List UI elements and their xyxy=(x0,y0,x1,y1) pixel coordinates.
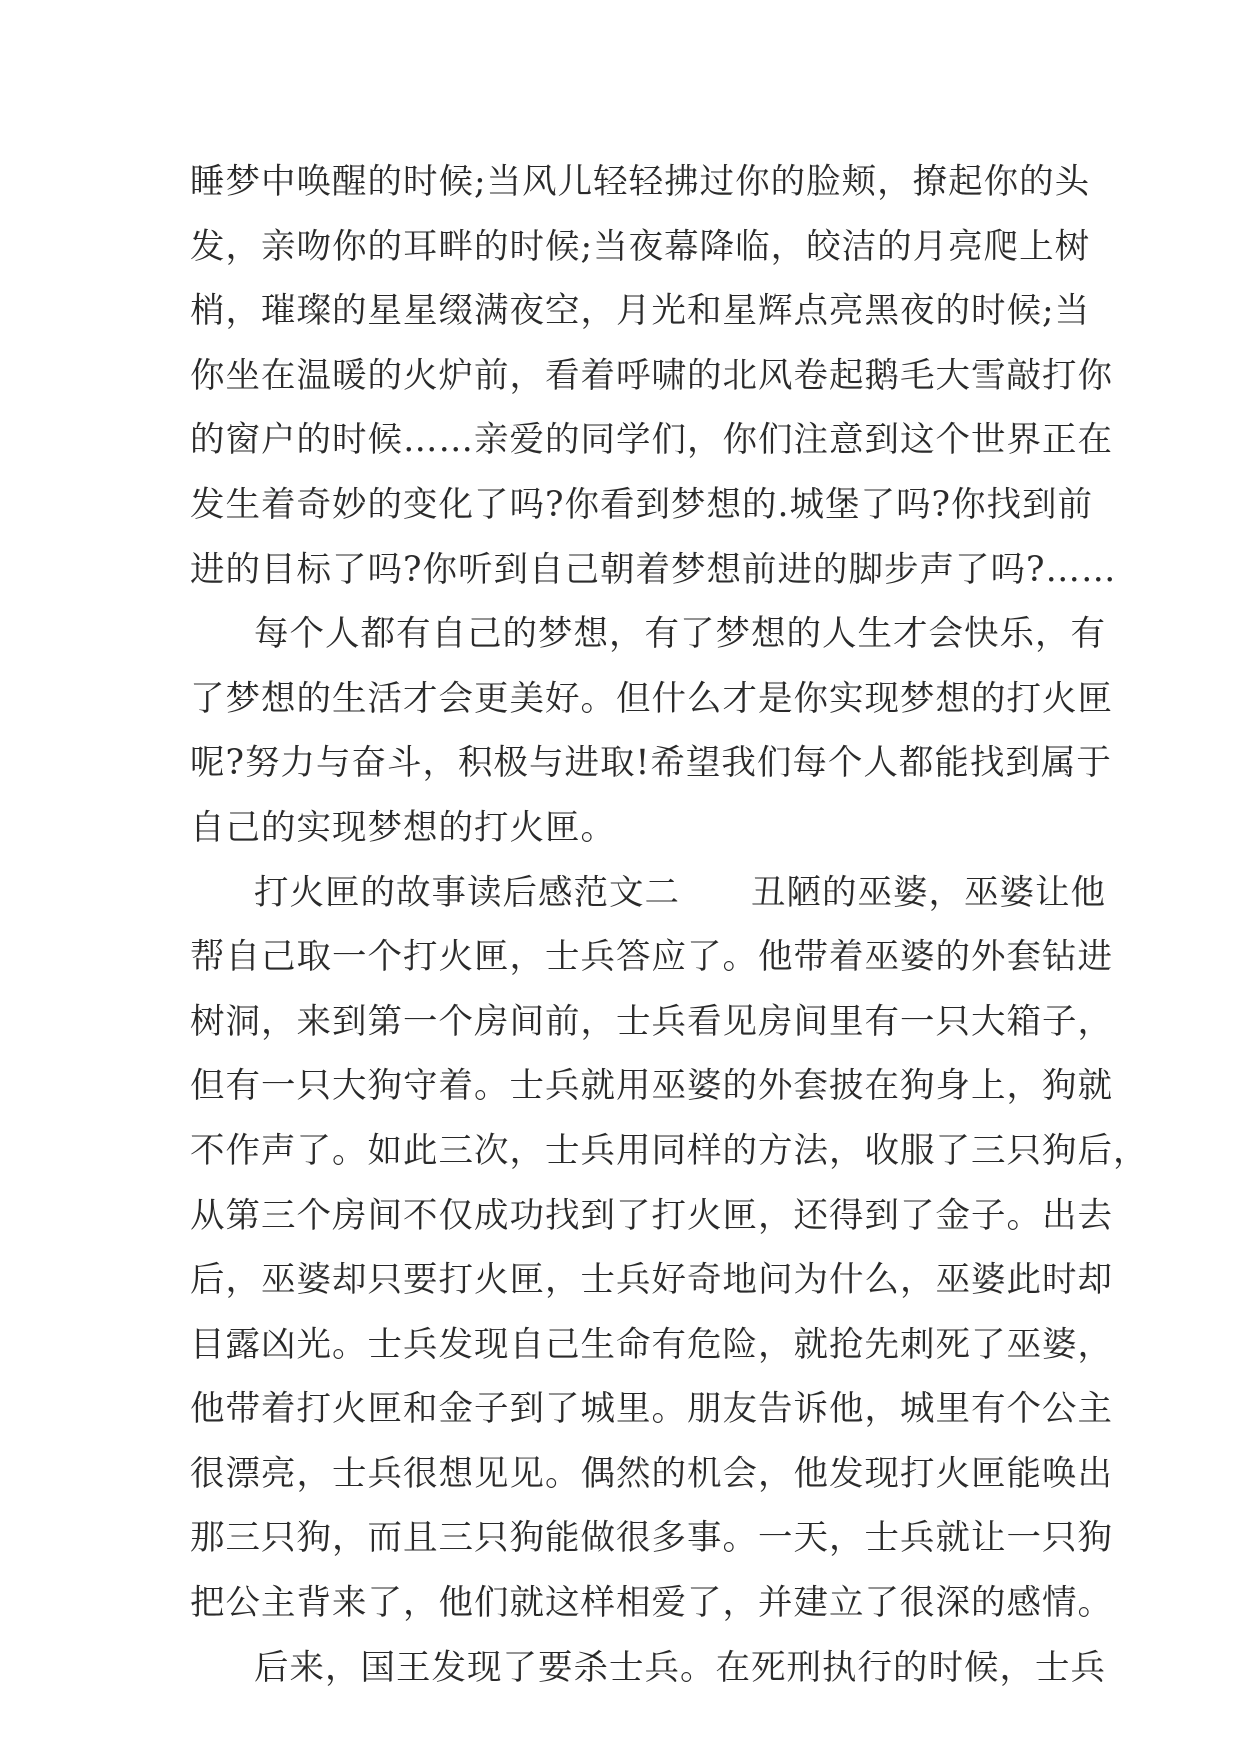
text-line: 树洞，来到第一个房间前，士兵看见房间里有一只大箱子， xyxy=(190,1001,1113,1042)
text-line: 目露凶光。士兵发现自己生命有危险，就抢先刺死了巫婆， xyxy=(190,1324,1113,1365)
paragraph-start-line: 打火匣的故事读后感范文二 丑陋的巫婆，巫婆让他 xyxy=(254,872,1106,913)
text-line: 了梦想的生活才会更美好。但什么才是你实现梦想的打火匣 xyxy=(190,678,1113,719)
text-line: 呢?努力与奋斗，积极与进取!希望我们每个人都能找到属于 xyxy=(190,743,1112,784)
text-line: 从第三个房间不仅成功找到了打火匣，还得到了金子。出去 xyxy=(190,1195,1113,1236)
text-line: 很漂亮，士兵很想见见。偶然的机会，他发现打火匣能唤出 xyxy=(190,1453,1113,1494)
text-line: 把公主背来了，他们就这样相爱了，并建立了很深的感情。 xyxy=(190,1583,1113,1624)
text-line: 梢，璀璨的星星缀满夜空，月光和星辉点亮黑夜的时候;当 xyxy=(190,291,1091,332)
text-line: 发，亲吻你的耳畔的时候;当夜幕降临，皎洁的月亮爬上树 xyxy=(190,226,1091,267)
text-line: 那三只狗，而且三只狗能做很多事。一天，士兵就让一只狗 xyxy=(190,1518,1113,1559)
text-line: 自己的实现梦想的打火匣。 xyxy=(190,807,616,848)
text-line: 但有一只大狗守着。士兵就用巫婆的外套披在狗身上，狗就 xyxy=(190,1066,1113,1107)
text-line: 睡梦中唤醒的时候;当风儿轻轻拂过你的脸颊，撩起你的头 xyxy=(190,162,1091,202)
paragraph-start-line: 后来，国王发现了要杀士兵。在死刑执行的时候，士兵 xyxy=(254,1647,1106,1688)
text-line: 你坐在温暖的火炉前，看着呼啸的北风卷起鹅毛大雪敲打你 xyxy=(190,355,1113,396)
text-line: 后，巫婆却只要打火匣，士兵好奇地问为什么，巫婆此时却 xyxy=(190,1260,1113,1301)
text-line: 不作声了。如此三次，士兵用同样的方法，收服了三只狗后， xyxy=(190,1130,1149,1171)
paragraph-start-line: 每个人都有自己的梦想，有了梦想的人生才会快乐，有 xyxy=(254,614,1106,655)
text-line: 帮自己取一个打火匣，士兵答应了。他带着巫婆的外套钻进 xyxy=(190,937,1113,978)
text-line: 的窗户的时候……亲爱的同学们，你们注意到这个世界正在 xyxy=(190,420,1113,461)
text-line: 他带着打火匣和金子到了城里。朋友告诉他，城里有个公主 xyxy=(190,1389,1113,1430)
text-line: 发生着奇妙的变化了吗?你看到梦想的.城堡了吗?你找到前 xyxy=(190,484,1093,525)
text-line: 进的目标了吗?你听到自己朝着梦想前进的脚步声了吗?…… xyxy=(190,549,1117,590)
document-body xyxy=(190,150,1149,1700)
